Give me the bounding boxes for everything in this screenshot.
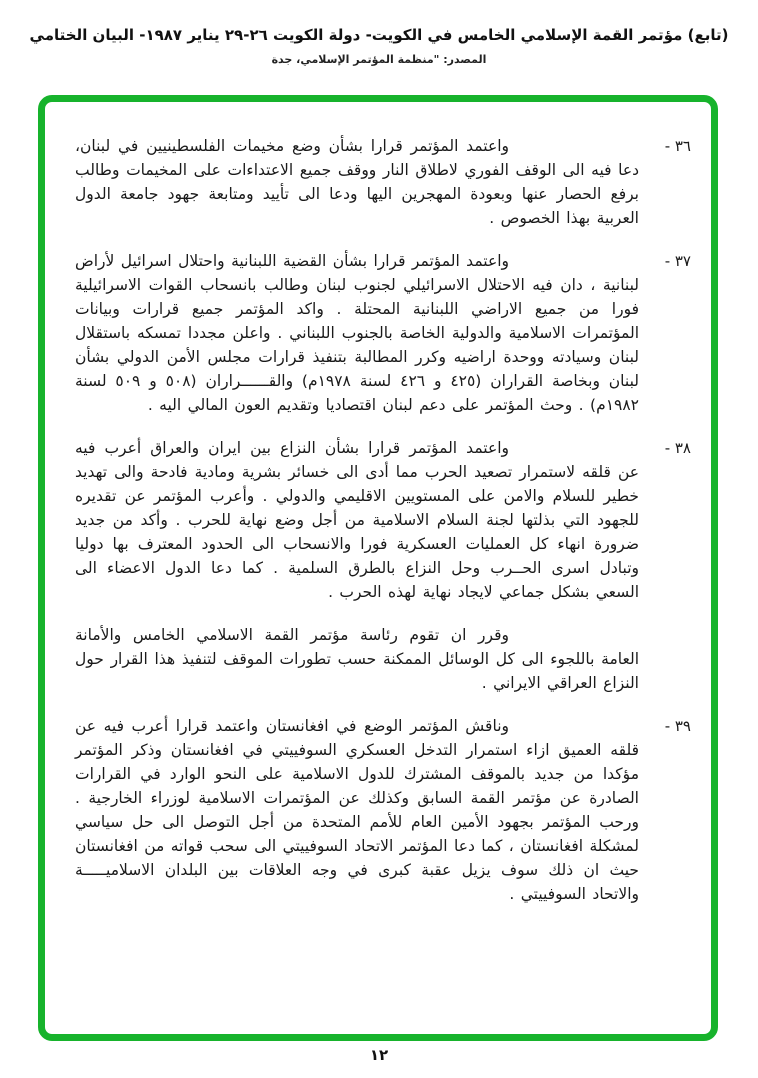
paragraph-number: ٣٦ - bbox=[664, 137, 691, 155]
paragraph-text: واعتمد المؤتمر قرارا بشأن القضية اللبنانية واحتلال اسرائيل لأراض لبنانية ، دان فيه الاحتلال الاسرائيلي لجنوب لبنان وطالب بانسحاب القوات الاسرائيلية فورا من جميع الاراضي اللبنانية المحتلة . واكد المؤتمر جميع قرارات وبيانات المؤتمرات الاسلامية والدولية الخاصة بالجنوب اللبناني . واعلن مجددا تمسكه باستقلال لبنان وسيادته ووحدة اراضيه وكرر المطالبة بتنفيذ قرارات مجلس الأمن الدولي بشأن لبنان وبخاصة القراران (٤٢٥ و ٤٢٦ لسنة ١٩٧٨م) والقــــــراران (٥٠٨ و ٥٠٩ لسنة ١٩٨٢م) . وحث المؤتمر على دعم لبنان اقتصاديا وتقديم العون المالي اليه . bbox=[74, 252, 639, 414]
content-border-box bbox=[38, 95, 718, 1041]
paragraph-text: واعتمد المؤتمر قرارا بشأن وضع مخيمات الفلسطينيين في لبنان، دعا فيه الى الوقف الفوري لاطلاق النار ووقف جميع الاعتداءات على المخيمات وطالب برفع الحصار عنها وبعودة المهجرين اليها ودعا الى تأييد ومتابعة جهود جامعة الدول العربية بهذا الخصوص . bbox=[75, 137, 639, 227]
paragraph-text: وقرر ان تقوم رئاسة مؤتمر القمة الاسلامي الخامس والأمانة العامة باللجوء الى كل الوسائل الممكنة حسب تطورات الموقف لتنفيذ هذا القرار حول النزاع العراقي الايراني . bbox=[75, 626, 639, 692]
page-header bbox=[0, 26, 758, 66]
paragraph-number: ٣٧ - bbox=[664, 252, 691, 270]
document-title: (تابع) مؤتمر القمة الإسلامي الخامس في الكويت- دولة الكويت ٢٦-٢٩ يناير ١٩٨٧- البيان الختامي bbox=[29, 26, 729, 44]
paragraph-number: ٣٩ - bbox=[664, 717, 691, 735]
paragraph-38-continuation bbox=[75, 623, 701, 695]
page-number: ١٢ bbox=[369, 1046, 389, 1064]
paragraph-number: ٣٨ - bbox=[664, 439, 691, 457]
paragraph-36 bbox=[75, 134, 701, 230]
paragraph-number bbox=[639, 623, 701, 695]
paragraph-text: واعتمد المؤتمر قرارا بشأن النزاع بين ايران والعراق أعرب فيه عن قلقه لاستمرار تصعيد الحرب مما أدى الى خسائر بشرية ومادية فادحة والى تهديد خطير للسلام والامن على المستويين الاقليمي والدولي . وأعرب المؤتمر عن تقديره للجهود التي بذلتها لجنة السلام الاسلامية من أجل وضع نهاية للحرب . وأكد من جديد ضرورة انهاء كل العمليات العسكرية فورا والانسحاب الى الحدود المعترف بها دوليا وتبادل اسرى الحــرب وحل النزاع بالطرق السلمية . كما دعا الدول الاعضاء الى السعي بشكل جماعي لايجاد نهاية لهذه الحرب . bbox=[75, 439, 639, 601]
paragraph-39 bbox=[75, 714, 701, 906]
paragraph-37 bbox=[75, 249, 701, 417]
source-line: المصدر: "منظمة المؤتمر الإسلامي، جدة bbox=[271, 53, 487, 66]
paragraph-text: وناقش المؤتمر الوضع في افغانستان واعتمد قرارا أعرب فيه عن قلقه العميق ازاء استمرار التدخل العسكري السوفييتي في افغانستان وذكر المؤتمر مؤكدا من جديد بالموقف المشترك للدول الاسلامية على النحو الوارد في القرارات الصادرة عن مؤتمر القمة السابق وكذلك عن المؤتمرات الاسلامية لوزراء الخارجية . ورحب المؤتمر بجهود الأمين العام للأمم المتحدة من أجل التوصل الى حل سياسي لمشكلة افغانستان ، كما دعا المؤتمر الاتحاد السوفييتي الى سحب قواته من افغانستان حيث ان ذلك سوف يزيل عقبة كبرى في وجه العلاقات بين البلدان الاسلاميـــــة والاتحاد السوفييتي . bbox=[74, 717, 639, 903]
paragraph-38 bbox=[75, 436, 701, 604]
